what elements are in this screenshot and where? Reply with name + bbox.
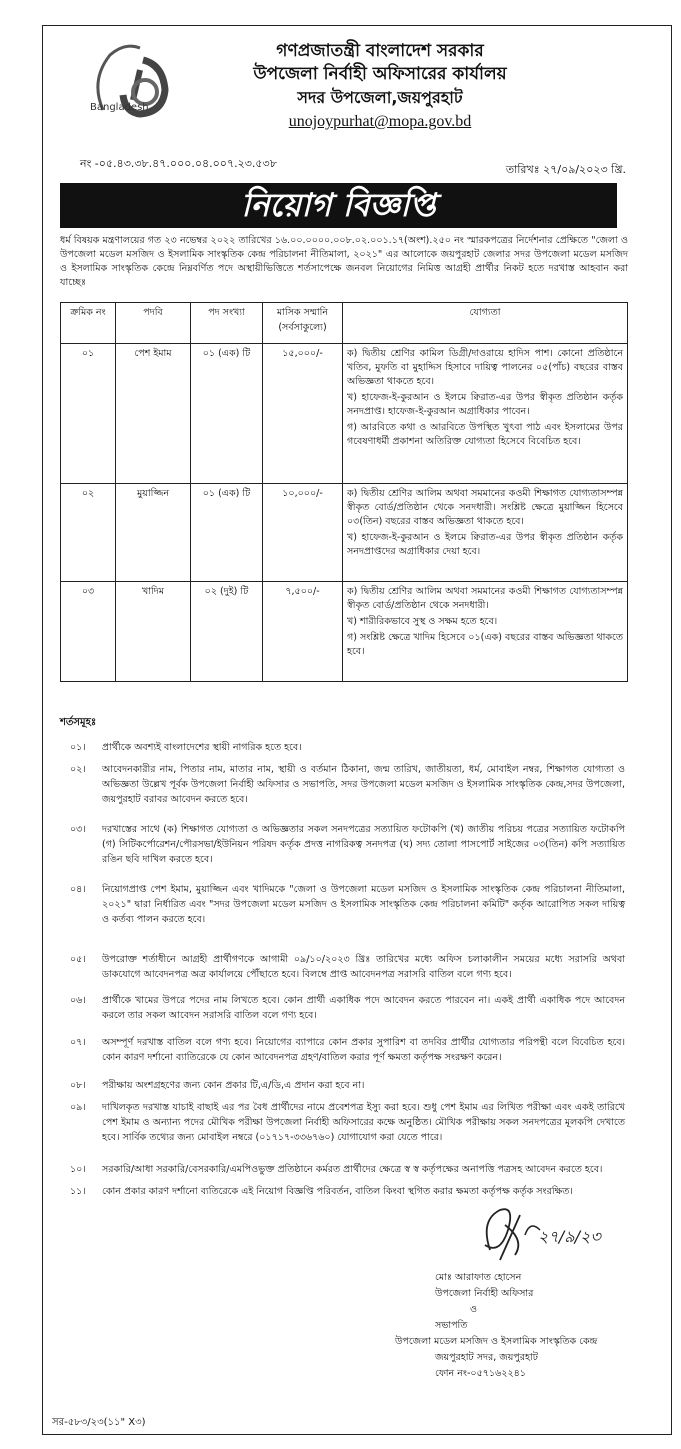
condition-number: ০৩। [70, 824, 86, 835]
signatory-block [395, 1270, 655, 1382]
qualification-item: গ) আরবিতে কথা ও আরবিতে উপস্থিত খুৎবা পাঠ এবং ইসলামের উপর গবেষণাধর্মী প্রকাশনা অতিরিক্ত যোগ্যতা হিসেবে বিবেচিত হবে। [347, 422, 623, 447]
signature-date: ২৭/৯/২৩ [538, 1227, 601, 1246]
table-row [61, 582, 628, 682]
cell-count: ০১ (এক) টি [191, 484, 263, 582]
cell-post: মুয়াজ্জিন [116, 484, 191, 582]
cell-serial: ০১ [61, 344, 116, 484]
condition-number: ০৫। [70, 954, 86, 965]
office-location: সদর উপজেলা,জয়পুরহাট [297, 88, 463, 107]
condition-item [70, 1184, 625, 1199]
condition-item [70, 952, 625, 982]
signatory-role: সভাপতি [435, 1320, 468, 1331]
office-email-link[interactable]: unojoypurhat@mopa.gov.bd [288, 113, 472, 130]
notice-title-banner: নিয়োগ বিজ্ঞপ্তি [60, 183, 617, 228]
header-count: পদ সংখ্যা [191, 303, 263, 344]
condition-number: ০২। [70, 764, 86, 775]
signatory-location: জয়পুরহাট সদর, জয়পুরহাট [435, 1352, 538, 1363]
cell-count: ০২ (দুই) টি [191, 582, 263, 682]
condition-text: দরখাস্তের সাথে (ক) শিক্ষাগত যোগ্যতা ও অভিজ্ঞতার সকল সনদপত্রের সত্যায়িত ফটোকপি (খ) জাতীয় পরিচয় পত্রের সত্যায়িত ফটোকপি (গ) সিটিকর্পোরেশন/পৌরসভা/ইউনিয়ন পরিষদ কর্তৃক প্রদত্ত নাগরিকত্ব সনদপত্র (ঘ) সদ্য তোলা পাসপোর্ট সাইজের ০৩(তিন) কপি সত্যায়িত রঙিন ছবি দাখিল করতে হবে। [102, 824, 625, 865]
condition-item [70, 1100, 625, 1145]
condition-item [70, 1162, 625, 1177]
condition-item [70, 740, 625, 755]
condition-number: ০৯। [70, 1102, 86, 1113]
qualification-item: খ) শারীরিকভাবে সুস্থ ও সক্ষম হতে হবে। [347, 616, 498, 627]
intro-paragraph: ধর্ম বিষয়ক মন্ত্রণালয়ের গত ২৩ নভেম্বর ২০২২ তারিখের ১৬.০০.০০০০.০০৮.০২.০০১.১৭(অংশ).২৫০ নং স্মারকপত্রের নির্দেশনার প্রেক্ষিতে "জেলা ও উপজেলা মডেল মসজিদ ও ইসলামিক সাংস্কৃতিক কেন্দ্র পরিচালনা নীতিমালা, ২০২১" এর আলোকে জয়পুরহাট জেলার সদর উপজেলা মডেল মসজিদ ও ইসলামিক সাংস্কৃতিক কেন্দ্রে নিম্নবর্ণিত পদে অস্থায়ীভিত্তিতে শর্তসাপেক্ষে জনবল নিয়োগের নিমিত্ত আগ্রহী প্রার্থীর নিকট হতে দরখাস্ত আহবান করা যাচ্ছেঃ [60, 235, 628, 288]
cell-qualification [343, 484, 628, 582]
condition-text: উপরোক্ত শর্তাধীনে আগ্রহী প্রার্থীগণকে আগামী ০৯/১০/২০২৩ খ্রিঃ তারিখের মধ্যে অফিস চলাকালীন সময়ের মধ্যে সরাসরি অথবা ডাকযোগে আবেদনপত্র অত্র কার্যালয়ে পৌঁছাতে হবে। বিলম্বে প্রাপ্ত আবেদনপত্র সরাসরি বাতিল বলে গণ্য হবে। [102, 954, 625, 980]
qualification-item: ক) দ্বিতীয় শ্রেণির আলিম অথবা সমমানের কওমী শিক্ষাগত যোগ্যতাসম্পন্ন স্বীকৃত বোর্ড/প্রতিষ্ঠান থেকে সনদধারী। সংশ্লিষ্ট ক্ষেত্রে মুয়াজ্জিন হিসেবে ০৩(তিন) বছরের বাস্তব অভিজ্ঞতা থাকতে হবে। [347, 488, 623, 527]
qualification-item: ক) দ্বিতীয় শ্রেণির কামিল ডিগ্রী/দাওরায়ে হাদিস পাশ। কোনো প্রতিষ্ঠানে খতিব, মুফতি বা মুহাদ্দিস হিসাবে দায়িত্ব পালনের ০৫(পাঁচ) বছরের বাস্তব অভিজ্ঞতা থাকতে হবে। [347, 348, 623, 387]
condition-text: সরকারি/আধা সরকারি/বেসরকারি/এমপিওভুক্ত প্রতিষ্ঠানে কর্মরত প্রার্থীদের ক্ষেত্রে স্ব স্ব কর্তৃপক্ষের অনাপত্তি পত্রসহ আবেদন করতে হবে। [102, 1164, 603, 1175]
condition-text: পরীক্ষায় অংশগ্রহণের জন্য কোন প্রকার টি,এ/ডি,এ প্রদান করা হবে না। [102, 1080, 365, 1091]
condition-text: প্রার্থীকে খামের উপরে পদের নাম লিখতে হবে। কোন প্রার্থী একাধিক পদে আবেদন করতে পারবেন না। একই প্রার্থী একাধিক পদে আবেদন করলে তার সকল আবেদন সরাসরি বাতিল বলে গণ্য হবে। [102, 995, 625, 1021]
signatory-designation: উপজেলা নির্বাহী অফিসার [435, 1288, 534, 1299]
cell-salary: ১০,০০০/- [263, 484, 343, 582]
qualification-item: ক) দ্বিতীয় শ্রেণির আলিম অথবা সমমানের কওমী শিক্ষাগত যোগ্যতাসম্পন্ন স্বীকৃত বোর্ড/প্রতিষ্ঠান থেকে সনদধারী। [347, 586, 623, 611]
cell-post: খাদিম [116, 582, 191, 682]
condition-number: ১০। [70, 1164, 86, 1175]
qualification-item: খ) হাফেজ-ই-কুরআন ও ইলমে ক্বিরাত-এর উপর স্বীকৃত প্রতিষ্ঠান কর্তৃক সনদপ্রাপ্তদের অগ্রাধিকার দেয়া হবে। [347, 532, 623, 557]
print-code: সর-৫৮৩/২৩(১১" X৩) [52, 1417, 146, 1428]
condition-item [70, 993, 625, 1023]
condition-item [70, 822, 625, 867]
condition-text: দাখিলকৃত দরখাস্ত যাচাই বাছাই এর পর বৈধ প্রার্থীদের নামে প্রবেশপত্র ইস্যু করা হবে। শুধু পেশ ইমাম এর লিখিত পরীক্ষা এবং একই তারিখে পেশ ইমাম ও অন্যান্য পদের মৌখিক পরীক্ষা উপজেলা নির্বাহী অফিসারের কক্ষে অনুষ্ঠিত। মৌখিক পরীক্ষায় সকল সনদপত্রের মূলকপি দেখাতে হবে। সার্বিক তথ্যের জন্য মোবাইল নম্বরে (০১৭১৭-৩৩৬৭৬০) যোগাযোগ করা যেতে পারে। [102, 1102, 625, 1143]
header-salary: মাসিক সম্মানি (সর্বসাকুল্যে) [263, 303, 343, 344]
condition-number: ০৬। [70, 995, 86, 1006]
header-qualification: যোগ্যতা [343, 303, 628, 344]
condition-text: কোন প্রকার কারণ দর্শানো ব্যতিরেকে এই নিয়োগ বিজ্ঞপ্তি পরিবর্তন, বাতিল কিংবা স্থগিত করার ক্ষমতা কর্তৃপক্ষ কর্তৃক সংরক্ষিত। [102, 1186, 573, 1197]
condition-number: ০৮। [70, 1080, 86, 1091]
memo-number: নং -০৫.৪৩.৩৮.৪৭.০০০.০৪.০০৭.২৩.৫৩৮ [80, 157, 277, 170]
signatory-phone: ফোন নং-০৫৭১৬২২৪১ [435, 1368, 526, 1379]
signatory-and: ও [470, 1304, 477, 1315]
cell-serial: ০৩ [61, 582, 116, 682]
header-serial: ক্রমিক নং [61, 303, 116, 344]
condition-item [70, 762, 625, 807]
cell-salary: ১৫,০০০/- [263, 344, 343, 484]
condition-number: ০৭। [70, 1037, 86, 1048]
cell-post: পেশ ইমাম [116, 344, 191, 484]
handwritten-signature [470, 1200, 620, 1265]
signatory-center: উপজেলা মডেল মসজিদ ও ইসলামিক সাংস্কৃতিক কেন্দ্র [395, 1336, 598, 1347]
cell-salary: ৭,৫০০/- [263, 582, 343, 682]
table-header-row [61, 303, 628, 344]
signatory-name: মোঃ আরাফাত হোসেন [435, 1272, 522, 1283]
condition-number: ১১। [70, 1186, 86, 1197]
logo-text: Bangladesh [90, 102, 149, 113]
condition-number: ০১। [70, 742, 86, 753]
condition-number: ০৪। [70, 884, 86, 895]
condition-text: অসম্পূর্ণ দরখাস্ত বাতিল বলে গণ্য হবে। নিয়োগের ব্যাপারে কোন প্রকার সুপারিশ বা তদবির প্রার্থীর যোগ্যতার পরিপন্থী বলে বিবেচিত হবে। কোন কারণ দর্শানো ব্যাতিরেকে যে কোন আবেদনপত্র গ্রহণ/বাতিল করার পূর্ণ ক্ষমতা কর্তৃপক্ষ সংরক্ষণ করেন। [102, 1037, 625, 1063]
condition-text: নিয়োগপ্রাপ্ত পেশ ইমাম, মুয়াজ্জিন এবং খাদিমকে "জেলা ও উপজেলা মডেল মসজিদ ও ইসলামিক সাংস্কৃতিক কেন্দ্র পরিচালনা নীতিমালা, ২০২১" দ্বারা নির্ধারিত এবং "সদর উপজেলা মডেল মসজিদ ও ইসলামিক সাংস্কৃতিক কেন্দ্র পরিচালনা কমিটি" কর্তৃক আরোপিত সকল দায়িত্ব ও কর্তব্য পালন করতে হবে। [102, 884, 625, 925]
cell-qualification [343, 582, 628, 682]
cell-serial: ০২ [61, 484, 116, 582]
office-name: উপজেলা নির্বাহী অফিসারের কার্যালয় [253, 64, 507, 84]
condition-text: প্রার্থীকে অবশ্যই বাংলাদেশের স্থায়ী নাগরিক হতে হবে। [102, 742, 302, 753]
government-name: গণপ্রজাতন্ত্রী বাংলাদেশ সরকার [276, 41, 484, 61]
condition-item [70, 1035, 625, 1065]
vacancy-table [60, 302, 628, 682]
header-post: পদবি [116, 303, 191, 344]
office-header [185, 40, 575, 134]
conditions-heading: শর্তসমূহঃ [60, 717, 97, 728]
table-row [61, 344, 628, 484]
condition-item [70, 1078, 625, 1093]
cell-count: ০১ (এক) টি [191, 344, 263, 484]
qualification-item: গ) সংশ্লিষ্ট ক্ষেত্রে খাদিম হিসেবে ০১(এক) বছরের বাস্তব অভিজ্ঞতা থাকতে হবে। [347, 632, 623, 657]
cell-qualification [343, 344, 628, 484]
table-row [61, 484, 628, 582]
condition-text: আবেদনকারীর নাম, পিতার নাম, মাতার নাম, স্থায়ী ও বর্তমান ঠিকানা, জন্ম তারিখ, জাতীয়তা, ধর্ম, মোবাইল নম্বর, শিক্ষাগত যোগ্যতা ও অভিজ্ঞতা উল্লেখ পূর্বক উপজেলা নির্বাহী অফিসার ও সভাপতি, সদর উপজেলা মডেল মসজিদ ও ইসলামিক সাংস্কৃতিক কেন্দ্র,সদর উপজেলা, জয়পুরহাট বরাবর আবেদন করতে হবে। [102, 764, 625, 805]
bangladesh-50-logo [85, 40, 175, 122]
condition-item [70, 882, 625, 927]
qualification-item: খ) হাফেজ-ই-কুরআন ও ইলমে ক্বিরাত-এর উপর স্বীকৃত প্রতিষ্ঠান কর্তৃক সনদপ্রাপ্ত। হাফেজ-ই-কুরআন অগ্রাধিকার পাবেন। [347, 392, 623, 417]
notice-date: তারিখঃ ২৭/০৯/২০২৩ খ্রি. [505, 163, 626, 176]
